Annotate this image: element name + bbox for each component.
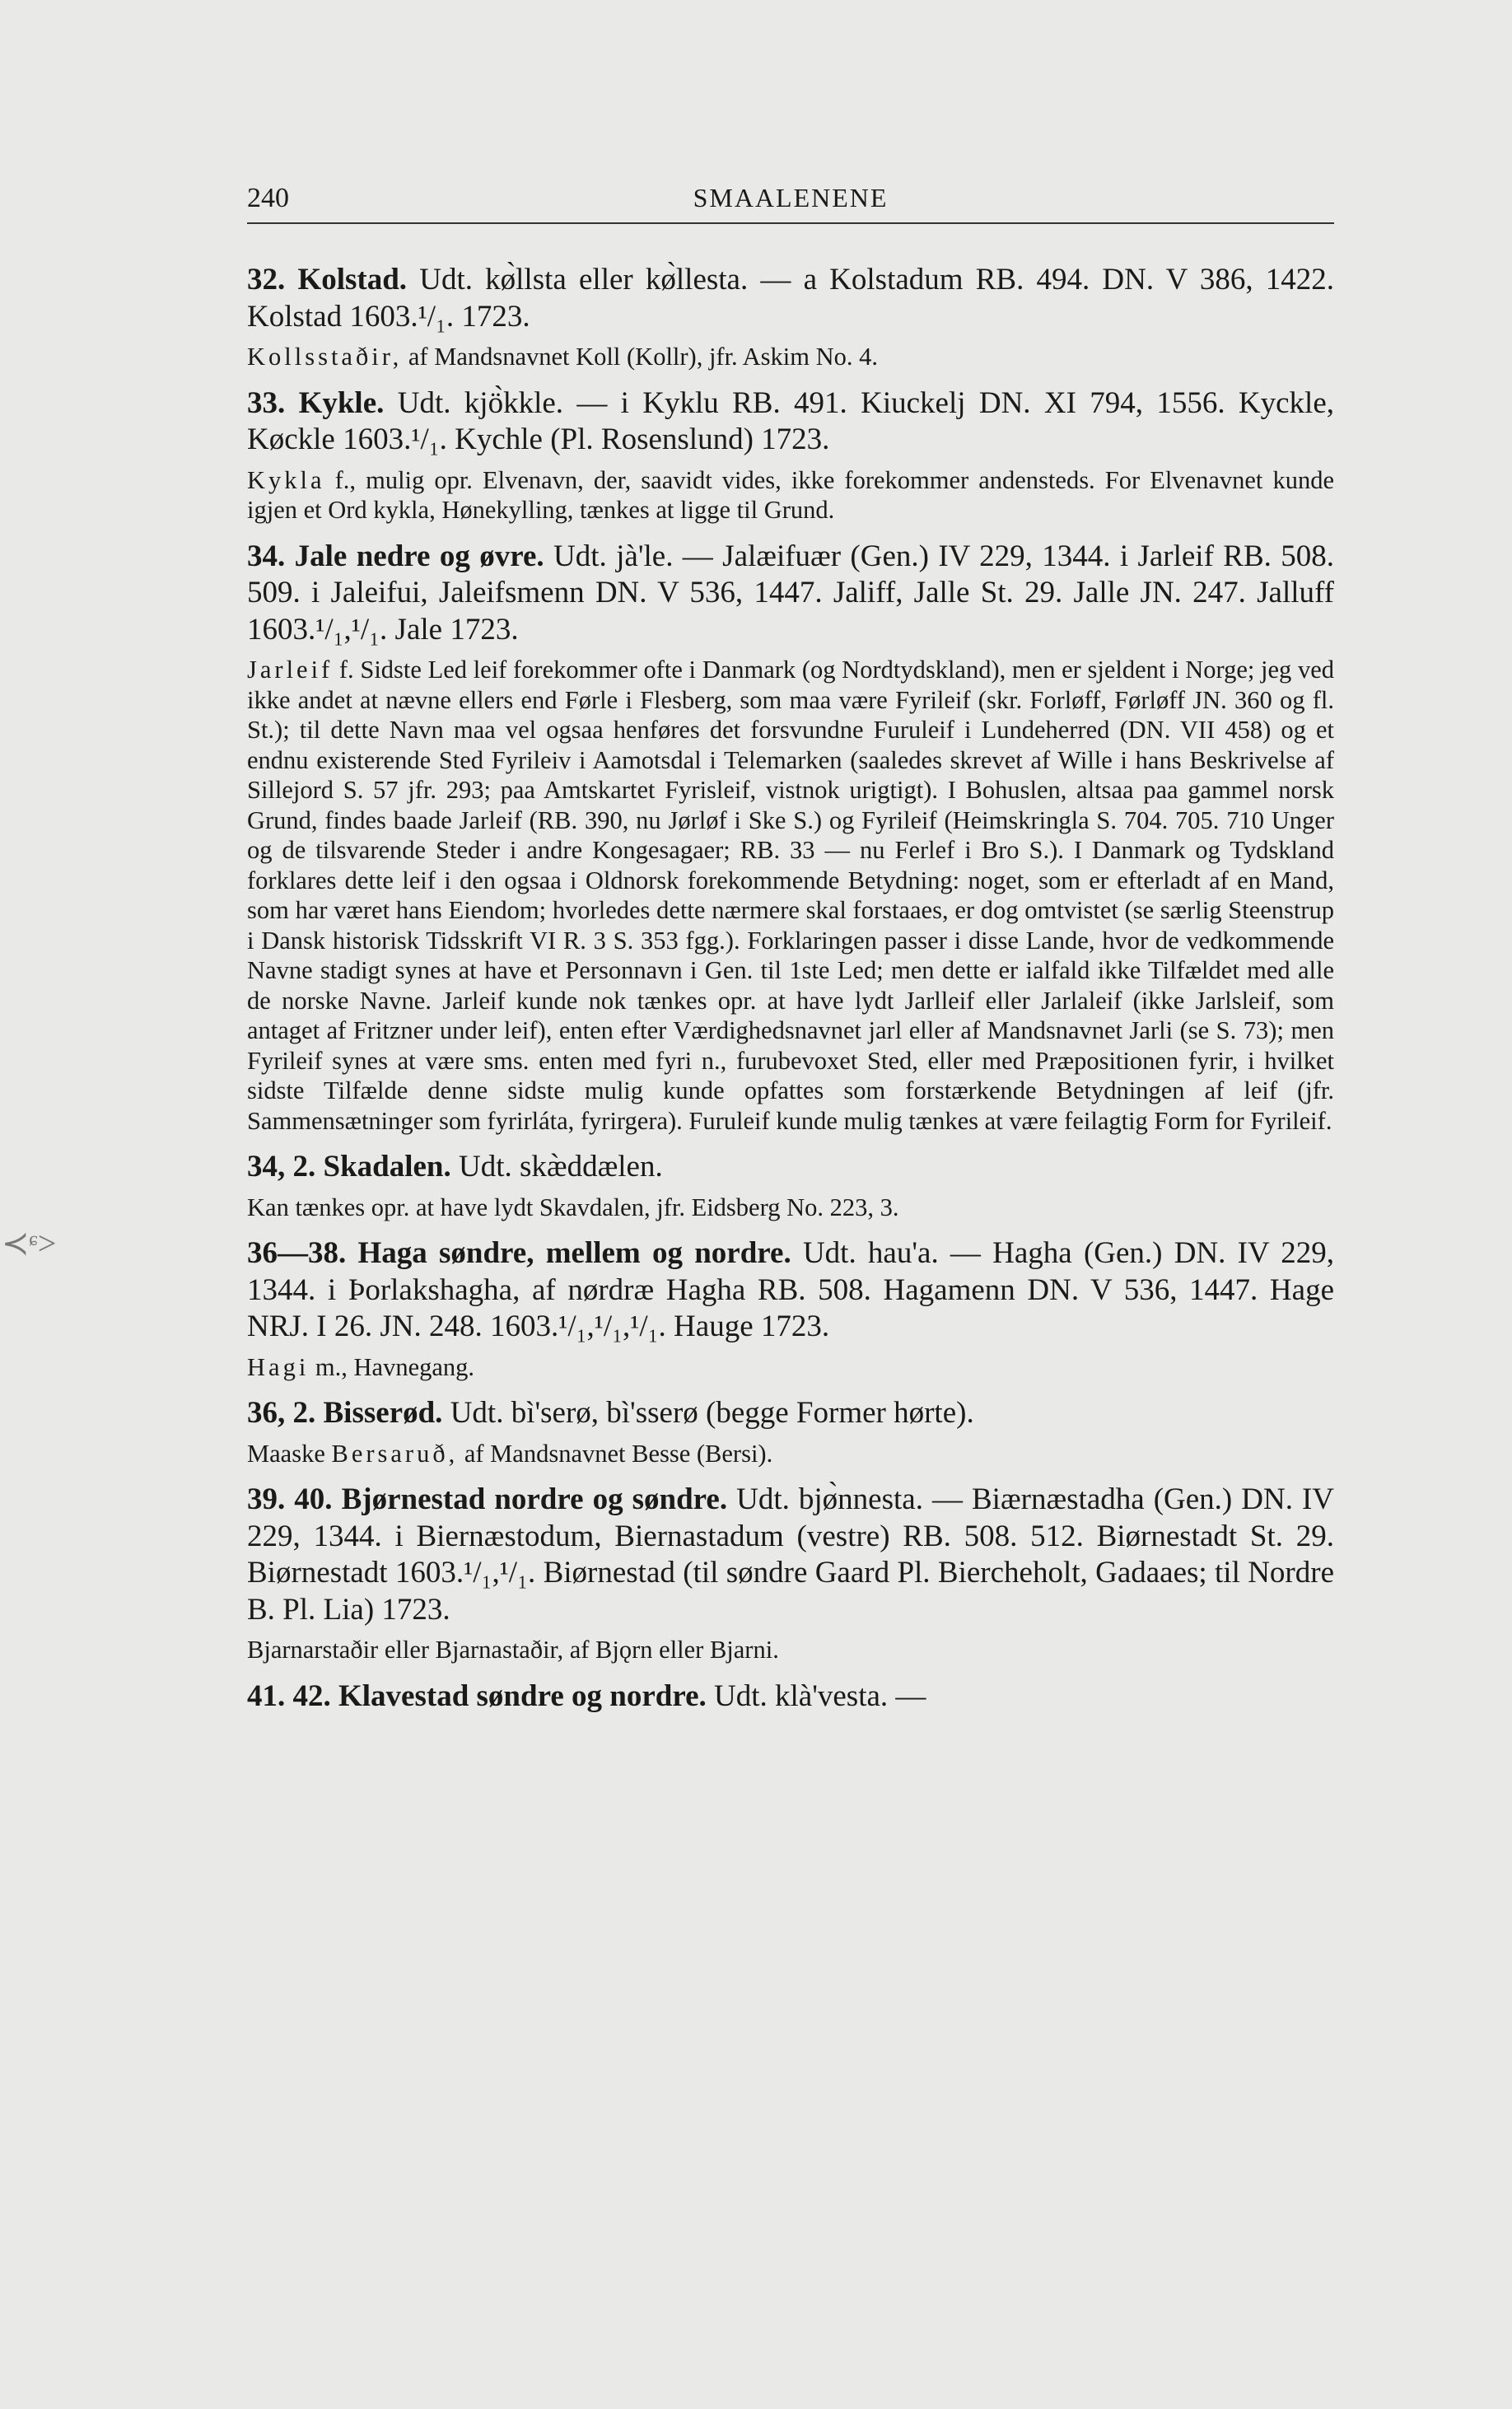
- entry-number: 33.: [247, 385, 286, 420]
- note-term: Bersaruð,: [331, 1439, 459, 1468]
- note-text: af Mandsnavnet Besse (Bersi).: [458, 1439, 773, 1468]
- entry-title: Bjørnestad nordre og søndre.: [341, 1482, 728, 1516]
- entry-36-2-note: [247, 1439, 1334, 1469]
- entry-title: Bisserød.: [323, 1396, 443, 1430]
- entry-32: [247, 262, 1334, 335]
- entry-number: 36—38.: [247, 1236, 347, 1270]
- entry-number: 32.: [247, 263, 286, 296]
- running-title: SMAALENENE: [693, 183, 889, 212]
- entry-34-2-note: Kan tænkes opr. at have lydt Skavdalen, jfr. Eidsberg No. 223, 3.: [247, 1193, 899, 1221]
- entry-text: Udt. hau'a. — Hagha (Gen.) DN. IV 229, 1344. i Þorlakshagha, af nørdræ Hagha RB. 508. Hagamenn DN. V 536, 1447. Hage NRJ. I 26. JN. 248. 1603.¹/₁,¹/₁,¹/₁. Hauge 1723.: [247, 1236, 1334, 1343]
- entry-text: Udt. klà'vesta. —: [714, 1678, 926, 1713]
- entry-number: 41. 42.: [247, 1678, 331, 1713]
- entry-33: [247, 385, 1334, 459]
- entry-39-40: [247, 1482, 1334, 1628]
- entry-32-note: [247, 342, 1334, 372]
- note-term: Kykla: [247, 465, 325, 494]
- entry-title: Klavestad søndre og nordre.: [338, 1678, 707, 1713]
- page-header: [247, 183, 1334, 224]
- entry-41-42: [247, 1678, 1334, 1716]
- entry-34-2: [247, 1149, 1334, 1186]
- margin-mark: ≺ᶝ>: [2, 1225, 57, 1262]
- entry-title: Haga søndre, mellem og nordre.: [357, 1236, 791, 1270]
- entry-text: Udt. bjø̀nnesta. — Biærnæstadha (Gen.) DN. IV 229, 1344. i Biernæstodum, Biernastadum (vestre) RB. 508. 512. Biørnestadt St. 29. Biørnestadt 1603.¹/₁,¹/₁. Biørnestad (til søndre Gaard Pl. Biercheholt, Gadaaes; til Nordre B. Pl. Lia) 1723.: [247, 1482, 1335, 1627]
- note-term: Kollsstaðir,: [247, 343, 403, 371]
- page-number: 240: [247, 183, 289, 213]
- entry-title: Skadalen.: [323, 1150, 451, 1183]
- note-text: f. Sidste Led leif forekommer ofte i Danmark (og Nordtydskland), men er sjeldent i Norge; jeg ved ikke andet at nævne ellers end Førle i Flesberg, som maa være Fyrileif (skr. Forløff, Førløff JN. 360 og fl. St.); til dette Navn maa vel ogsaa henføres det forsvundne Furuleif i Lundeherred (DN. VII 458) og et endnu existerende Sted Fyrileiv i Aamotsdal i Telemarken (saaledes skrevet af Wille i hans Beskrivelse af Sillejord S. 57 jfr. 293; paa Amtskartet Fyrisleif, vistnok urigtigt). I Bohuslen, altsaa paa gammel norsk Grund, findes baade Jarleif (RB. 390, nu Jørløf i Ske S.) og Fyrileif (Heimskringla S. 704. 705. 710 Unger og de tilsvarende Steder i andre Kongesagaer; RB. 33 — nu Ferlef i Bro S.). I Danmark og Tydskland forklares dette leif i den ogsaa i Oldnorsk forekommende Betydning: noget, som er efterladt af en Mand, som har været hans Eiendom; hvorledes dette nærmere skal forstaaes, er dog omtvistet (se særlig Steenstrup i Dansk historisk Tidsskrift VI R. 3 S. 353 fgg.). Forklaringen passer i disse Lande, hvor de vedkommende Navne stadigt synes at have et Personnavn i Gen. til 1ste Led; men dette er ialfald ikke Tilfældet med alle de norske Navne. Jarleif kunde nok tænkes opr. at have lydt Jarlleif eller Jarlaleif (ikke Jarlsleif, som antaget af Fritzner under leif), enten efter Værdighedsnavnet jarl eller af Mandsnavnet Jarli (se S. 73); men Fyrileif synes at være sms. enten med fyri n., furubevoxet Sted, eller med Præpositionen fyrir, i hvilket sidste Tilfælde denne sidste mulig kunde opfattes som forstærkende Betydningen af leif (jfr. Sammensætninger som fyrirláta, fyrirgera). Furuleif kunde mulig tænkes at være feilagtig Form for Fyrileif.: [247, 656, 1334, 1135]
- note-prefix: Maaske: [247, 1439, 332, 1468]
- entry-number: 39. 40.: [247, 1482, 333, 1516]
- entry-text: Udt. kjö̀kkle. — i Kyklu RB. 491. Kiuckelj DN. XI 794, 1556. Kyckle, Køckle 1603.¹/₁. Kychle (Pl. Rosenslund) 1723.: [247, 385, 1334, 456]
- entry-text: Udt. kø̀llsta eller kø̀llesta. — a Kolstadum RB. 494. DN. V 386, 1422. Kolstad 1603.¹/₁. 1723.: [247, 263, 1335, 334]
- entry-text: Udt. skæ̀ddælen.: [459, 1150, 663, 1183]
- entry-36-2: [247, 1395, 1334, 1432]
- entry-39-40-note: Bjarnarstaðir eller Bjarnastaðir, af Bjǫrn eller Bjarni.: [247, 1636, 779, 1664]
- entry-number: 36, 2.: [247, 1396, 316, 1430]
- entry-title: Kolstad.: [297, 263, 408, 296]
- entry-title: Jale nedre og øvre.: [294, 539, 544, 573]
- entry-number: 34.: [247, 539, 286, 573]
- entry-title: Kykle.: [298, 385, 385, 420]
- main-text: [247, 262, 1334, 1715]
- entry-36-38: [247, 1235, 1334, 1346]
- entry-33-note: [247, 465, 1334, 525]
- entry-number: 34, 2.: [247, 1150, 316, 1183]
- entry-text: Udt. bì'serø, bì'sserø (begge Former hørte).: [450, 1396, 974, 1430]
- note-text: f., mulig opr. Elvenavn, der, saavidt vides, ikke forekommer andensteds. For Elvenavnet kunde igjen et Ord kykla, Hønekylling, tænkes at ligge til Grund.: [247, 465, 1334, 524]
- note-term: Hagi: [247, 1352, 310, 1381]
- note-term: Jarleif: [247, 656, 334, 684]
- note-text: m., Havnegang.: [309, 1352, 475, 1381]
- note-text: af Mandsnavnet Koll (Kollr), jfr. Askim No. 4.: [402, 343, 878, 371]
- entry-text: Udt. jà'le. — Jalæifuær (Gen.) IV 229, 1344. i Jarleif RB. 508. 509. i Jaleifui, Jaleifsmenn DN. V 536, 1447. Jaliff, Jalle St. 29. Jalle JN. 247. Jalluff 1603.¹/₁,¹/₁. Jale 1723.: [247, 539, 1335, 647]
- entry-36-38-note: [247, 1352, 1334, 1383]
- entry-34-note: [247, 655, 1334, 1136]
- entry-34: [247, 539, 1334, 649]
